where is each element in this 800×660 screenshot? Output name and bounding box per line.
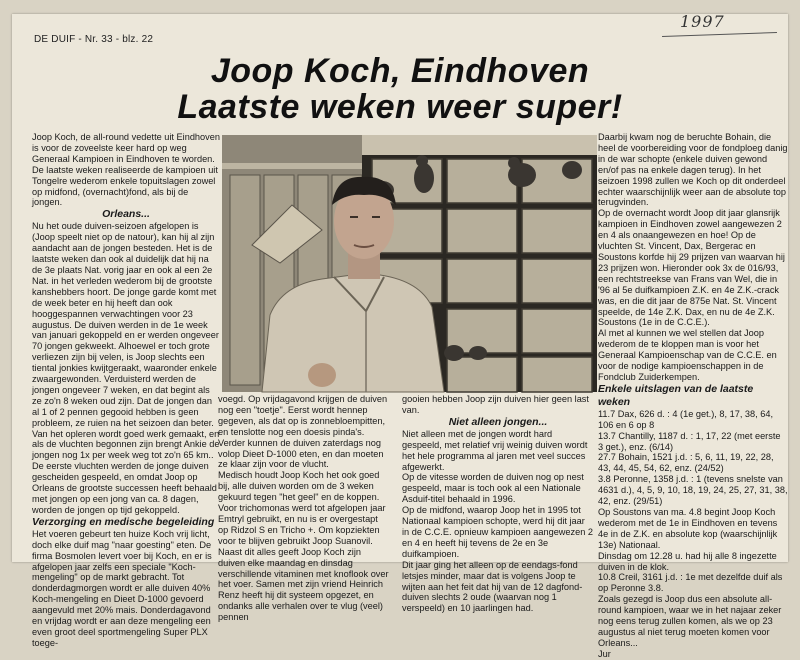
paragraph: 11.7 Dax, 626 d. : 4 (1e get.), 8, 17, 38, 64, 106 en 6 op 8	[598, 408, 774, 430]
paragraph: Naast dit alles geeft Joop Koch zijn duiven elke maandag en dinsdag verschillende vitaminen met knoflook over het voer. Samen met zijn vriend Heinrich Renz heeft hij dit systeem opgezet, en ondanks alle verhalen over te vlug (veel) pennen	[218, 546, 389, 623]
paragraph: 13.7 Chantilly, 1187 d. : 1, 17, 22 (met eerste 3 get.), enz. (6/14)	[598, 430, 781, 452]
headline-line-1: Joop Koch, Eindhoven	[210, 52, 590, 90]
paragraph: Medisch houdt Joop Koch het ook goed bij, alle duiven worden om de 3 weken gekuurd tegen "het geel" en de koppen. Voor trichomonas werd tot afgelopen jaar Emtryl gebruikt, en nu is er overgestapt op Ridzol S en Tricho +. Om kopziekten voor te blijven gebruikt Joop Suanovil.	[218, 470, 386, 546]
paragraph: 3.8 Peronne, 1358 j.d. : 1 (tevens snelste van 4631 d.), 4, 5, 9, 10, 18, 19, 24, 25, 27, 31, 38, 42, enz. (29/51)	[598, 474, 788, 507]
headline-line-2: Laatste weken weer super!	[177, 88, 623, 126]
paragraph: Dinsdag om 12.28 u. had hij alle 8 ingezette duiven in de klok.	[598, 550, 777, 572]
handwritten-underline	[662, 32, 777, 37]
publication-header: DE DUIF - Nr. 33 - blz. 22	[34, 34, 154, 45]
column-2a	[218, 394, 390, 623]
paragraph: Niet alleen met de jongen wordt hard gespeeld, met relatief vrij weinig duiven wordt het hele programma al jaren met veel succes afgewerkt.	[402, 428, 588, 472]
subheading: Verzorging en medische begeleiding	[32, 515, 215, 528]
paragraph: 10.8 Creil, 3161 j.d. : 1e met dezelfde duif als op Peronne 3.8.	[598, 572, 783, 594]
paragraph: Het voeren gebeurt ten huize Koch vrij licht, doch elke duif mag "naar goesting" eten. De firma Bosmolen levert voer bij Koch, en er is afgelopen jaar zelfs een speciale "Koch-mengeling" op de markt gebracht. Tot donderdagmorgen wordt er alle duiven 40% Koch-mengeling en Dieet D-1000 gevoerd aangevuld met 20% mais. Donderdagavond en vrijdag wordt er aan deze mengeling een even groot deel sportmengeling Super PLX toege-	[32, 528, 212, 648]
column-3	[598, 132, 788, 660]
paragraph: Joop Koch, de all-round vedette uit Eindhoven is voor de zoveelste keer hard op weg Generaal Kampioen in Eindhoven te worden. De laatste weken realiseerde de kampioen uit Tongelre wederom enkele topuitslagen zowel op midfond, (overnacht)fond, als bij de jongen.	[32, 132, 220, 208]
column-1	[32, 132, 220, 649]
paragraph: Jur	[598, 648, 611, 659]
pigeon-loft-photo	[222, 135, 597, 392]
column-2b	[402, 394, 594, 614]
paragraph: Dit jaar ging het alleen op de eendags-fond letsjes minder, maar dat is volgens Joop te wijten aan het feit dat hij van de 12 dagfond-duiven slechts 2 oude (waarvan nog 1 verspeeld) en 10 jaarlingen had.	[402, 559, 583, 614]
paragraph: 27.7 Bohain, 1521 j.d. : 5, 6, 11, 19, 22, 28, 43, 44, 45, 54, 62, enz. (24/52)	[598, 452, 774, 474]
handwritten-year: 1997	[680, 12, 725, 31]
paragraph: Al met al kunnen we wel stellen dat Joop wederom de te kloppen man is voor het Generaal Kampioenschap van de C.C.E. en voor de nodige kampioenschappen in de Fondclub Zuiderkempen.	[598, 328, 777, 382]
subheading: Niet alleen jongen...	[448, 415, 548, 428]
subheading: Orleans...	[102, 208, 150, 221]
paragraph: Daarbij kwam nog de beruchte Bohain, die heel de voorbereiding voor de fondploeg danig in de war schopte (enkele duiven gewond en/of pas na enkele dagen terug). In het seizoen 1998 zullen we Koch op dit onderdeel echter waarschijnlijk weer aan de absolute top terugvinden.	[598, 132, 788, 208]
paragraph: gooien hebben Joop zijn duiven hier geen last van.	[402, 394, 589, 415]
paragraph: Nu het oude duiven-seizoen afgelopen is (Joop speelt niet op de natour), kan hij al zijn aandacht aan de jongen besteden. Het is de laatste weken dan ook al duidelijk dat hij na de 3e plaats Nat. vorig jaar en ook al een 2e Nat. in het verleden wederom bij de grootste kanshebbers hoort. De jonge garde komt met de week beter en hij heeft dan ook hooggespannen verwachtingen voor 23 augustus. De duiven werden in de 1e week van januari gekoppeld en er werden ongeveer 70 jongen gekweekt. Alhoewel er toch grote verliezen zijn bij velen, is Joop slechts een tiental jonkies kwijtgeraakt, waaronder enkele zwaargewonden. Verduisterd werden de jongen ongeveer 7 weken, en dat begint als ze zo'n 8 weken oud zijn. Dat de jongen dan al 1 of 2 pennen gegooid hebben is geen probleem, ze ruien na het seizoen dan beter. Van het opleren wordt goed werk gemaakt, en als de vluchten begonnen zijn brengt Ankie de jongen nog 1x per week weg tot zo'n 65 km.. De eerste vluchten werden de jonge duiven gescheiden gespeeld, en omdat Joop op Orleans de grootste successen heeft behaald met jongen op een jong van ca. 8 dagen, worden de jongen op tijd gekoppeld.	[32, 221, 220, 515]
subheading: Enkele uitslagen van de laatste weken	[598, 382, 754, 408]
paragraph: Op de midfond, waarop Joop het in 1995 tot Nationaal kampioen schopte, werd hij dit jaar in de C.C.E. opnieuw kampioen aangewezen 2 en 4 en heeft hij tevens de 2e en 3e duifkampioen.	[402, 505, 594, 559]
paragraph: Op Soustons van ma. 4.8 begint Joop Koch wederom met de 1e in Eindhoven en tevens 4e in de Z.K. en absolute kop (waarschijnlijk 13e) Nationaal.	[598, 507, 778, 550]
paragraph: Op de vitesse worden de duiven nog op nest gespeeld, maar is toch ook al een Nationale Asduif-titel behaald in 1996.	[402, 472, 584, 505]
paragraph: Zoals gezegd is Joop dus een absolute all-round kampioen, waar we in het najaar zeker nog eens terug zullen komen, als we op 23 augustus al niet terug moeten komen voor Orleans...	[598, 594, 782, 648]
paragraph: Op de overnacht wordt Joop dit jaar glansrijk kampioen in Eindhoven zowel aangewezen 2 en 4 als onaangewezen en hoe! Op de vluchten St. Vincent, Dax, Bergerac en Soustons korfde hij 29 prijzen van waarvan hij 23 prijzen won. Hieronder ook 3x de 016/93, een rechtstreekse van Frans van Wel, die in '96 al 5e duifkampioen Z.K. en 4e Z.K.-crack was, en die dit jaar de 875e Nat. St. Vincent speelde, de 14e Z.K. Dax, en nu de 4e Z.K. Soustons (1e in de C.C.E.).	[598, 208, 785, 328]
paragraph: voegd. Op vrijdagavond krijgen de duiven nog een "toetje". Eerst wordt hennep gegeven, als dat op is zonnebloempitten, en tenslotte nog een doesis pinda's. Verder kunnen de duiven zaterdags nog volop Dieet D-1000 eten, en dan moeten ze klaar zijn voor de vlucht.	[218, 394, 388, 470]
newspaper-clipping	[12, 12, 788, 659]
photo-illustration	[222, 135, 597, 392]
